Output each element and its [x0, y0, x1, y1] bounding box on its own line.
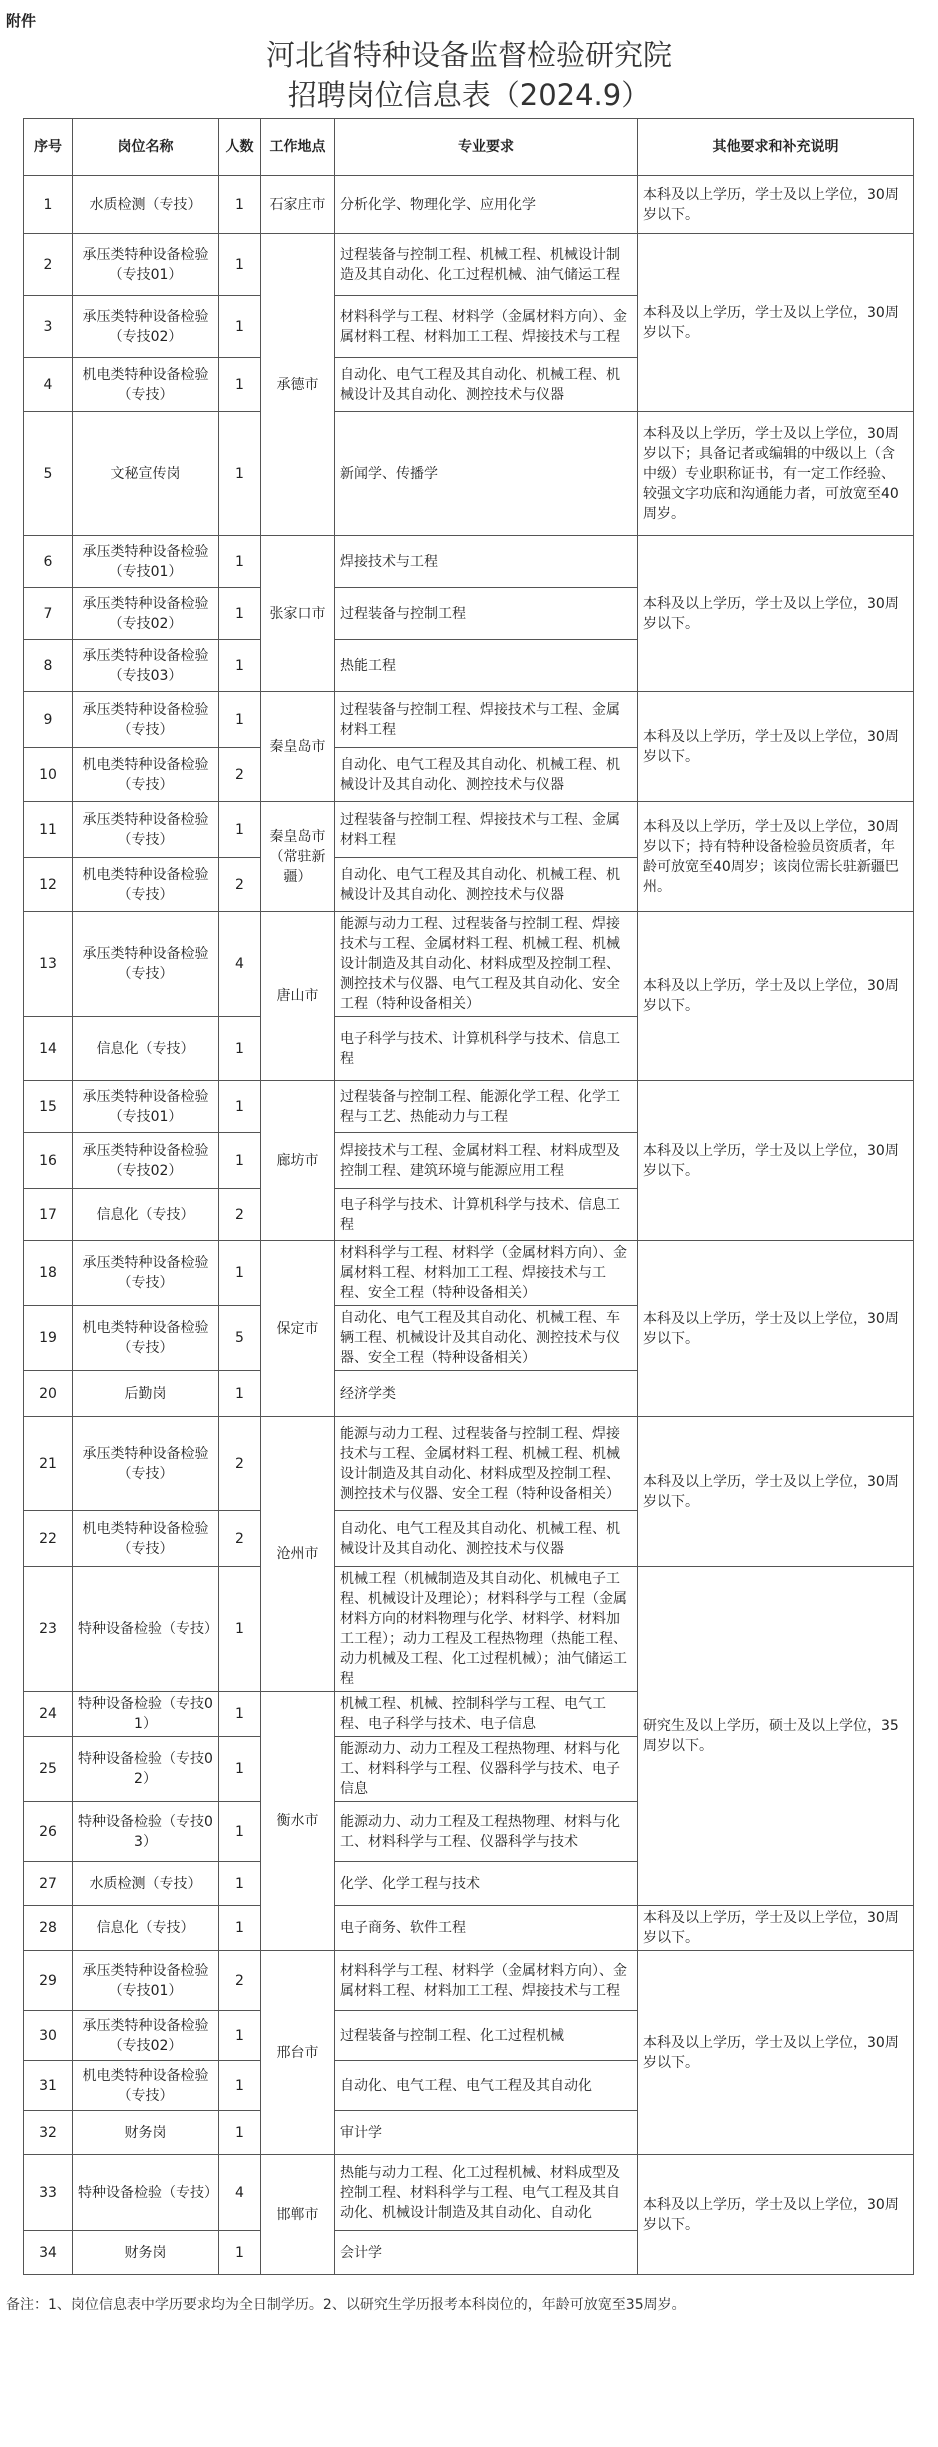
- cell-no: 34: [24, 2231, 73, 2275]
- cell-major: 分析化学、物理化学、应用化学: [335, 176, 638, 234]
- cell-major: 新闻学、传播学: [335, 412, 638, 536]
- cell-no: 26: [24, 1802, 73, 1862]
- cell-count: 2: [219, 1189, 261, 1241]
- cell-position-name: 财务岗: [73, 2231, 219, 2275]
- cell-remarks: 本科及以上学历，学士及以上学位，30周岁以下。: [638, 536, 914, 692]
- cell-major: 自动化、电气工程及其自动化、机械工程、机械设计及其自动化、测控技术与仪器: [335, 358, 638, 412]
- page-title: 河北省特种设备监督检验研究院: [265, 38, 672, 72]
- cell-no: 7: [24, 588, 73, 640]
- cell-count: 1: [219, 176, 261, 234]
- cell-position-name: 特种设备检验（专技01）: [73, 1692, 219, 1737]
- cell-position-name: 承压类特种设备检验（专技03）: [73, 640, 219, 692]
- cell-position-name: 承压类特种设备检验（专技）: [73, 1241, 219, 1306]
- cell-count: 5: [219, 1306, 261, 1371]
- attachment-label: 附件: [6, 12, 37, 30]
- cell-no: 8: [24, 640, 73, 692]
- cell-location: 廊坊市: [261, 1081, 335, 1241]
- cell-position-name: 信息化（专技）: [73, 1017, 219, 1081]
- cell-position-name: 机电类特种设备检验（专技）: [73, 858, 219, 912]
- cell-location: 石家庄市: [261, 176, 335, 234]
- cell-count: 1: [219, 1133, 261, 1189]
- cell-count: 2: [219, 1951, 261, 2011]
- cell-position-name: 承压类特种设备检验（专技）: [73, 692, 219, 748]
- cell-no: 27: [24, 1862, 73, 1906]
- table-row: [24, 536, 914, 588]
- cell-remarks: 本科及以上学历，学士及以上学位，30周岁以下。: [638, 692, 914, 802]
- cell-position-name: 承压类特种设备检验（专技）: [73, 802, 219, 858]
- table-row: [24, 1567, 914, 1692]
- table-body: [24, 176, 914, 2275]
- table-row: [24, 412, 914, 536]
- cell-remarks: 本科及以上学历，学士及以上学位，30周岁以下。: [638, 912, 914, 1081]
- cell-remarks: 本科及以上学历，学士及以上学位，30周岁以下；持有特种设备检验员资质者，年龄可放宽至40周岁；该岗位需长驻新疆巴州。: [638, 802, 914, 912]
- cell-count: 1: [219, 802, 261, 858]
- cell-no: 33: [24, 2155, 73, 2231]
- cell-major: 自动化、电气工程及其自动化、机械工程、机械设计及其自动化、测控技术与仪器: [335, 748, 638, 802]
- cell-position-name: 承压类特种设备检验（专技01）: [73, 1081, 219, 1133]
- cell-no: 28: [24, 1906, 73, 1951]
- header-no: 序号: [24, 119, 73, 176]
- table-row: [24, 2155, 914, 2231]
- cell-position-name: 信息化（专技）: [73, 1906, 219, 1951]
- cell-no: 14: [24, 1017, 73, 1081]
- cell-major: 经济学类: [335, 1371, 638, 1417]
- cell-no: 30: [24, 2011, 73, 2061]
- cell-location: 唐山市: [261, 912, 335, 1081]
- cell-position-name: 机电类特种设备检验（专技）: [73, 1511, 219, 1567]
- cell-major: 能源动力、动力工程及工程热物理、材料与化工、材料科学与工程、仪器科学与技术、电子信息: [335, 1737, 638, 1802]
- table-row: [24, 802, 914, 858]
- header-position: 岗位名称: [73, 119, 219, 176]
- cell-major: 电子商务、软件工程: [335, 1906, 638, 1951]
- cell-remarks: 本科及以上学历，学士及以上学位，30周岁以下。: [638, 1081, 914, 1241]
- cell-count: 2: [219, 748, 261, 802]
- cell-remarks: 本科及以上学历，学士及以上学位，30周岁以下。: [638, 234, 914, 412]
- cell-no: 13: [24, 912, 73, 1017]
- cell-count: 1: [219, 2231, 261, 2275]
- cell-location: 沧州市: [261, 1417, 335, 1692]
- cell-position-name: 信息化（专技）: [73, 1189, 219, 1241]
- cell-remarks: 本科及以上学历，学士及以上学位，30周岁以下。: [638, 176, 914, 234]
- cell-position-name: 机电类特种设备检验（专技）: [73, 748, 219, 802]
- header-major: 专业要求: [335, 119, 638, 176]
- header-count: 人数: [219, 119, 261, 176]
- cell-no: 15: [24, 1081, 73, 1133]
- cell-count: 1: [219, 2111, 261, 2155]
- cell-position-name: 文秘宣传岗: [73, 412, 219, 536]
- cell-count: 1: [219, 296, 261, 358]
- cell-major: 过程装备与控制工程、机械工程、机械设计制造及其自动化、化工过程机械、油气储运工程: [335, 234, 638, 296]
- cell-major: 材料科学与工程、材料学（金属材料方向）、金属材料工程、材料加工工程、焊接技术与工程: [335, 296, 638, 358]
- cell-position-name: 特种设备检验（专技）: [73, 1567, 219, 1692]
- table-row: [24, 234, 914, 296]
- cell-position-name: 特种设备检验（专技02）: [73, 1737, 219, 1802]
- cell-major: 能源与动力工程、过程装备与控制工程、焊接技术与工程、金属材料工程、机械工程、机械设计制造及其自动化、材料成型及控制工程、测控技术与仪器、安全工程（特种设备相关）: [335, 1417, 638, 1511]
- cell-position-name: 机电类特种设备检验（专技）: [73, 358, 219, 412]
- cell-remarks: 本科及以上学历，学士及以上学位，30周岁以下。: [638, 1951, 914, 2155]
- cell-no: 2: [24, 234, 73, 296]
- cell-count: 1: [219, 2061, 261, 2111]
- cell-count: 1: [219, 358, 261, 412]
- cell-count: 1: [219, 1241, 261, 1306]
- cell-position-name: 承压类特种设备检验（专技01）: [73, 1951, 219, 2011]
- cell-count: 1: [219, 234, 261, 296]
- cell-count: 2: [219, 858, 261, 912]
- cell-count: 1: [219, 2011, 261, 2061]
- table-row: [24, 1241, 914, 1306]
- cell-major: 焊接技术与工程: [335, 536, 638, 588]
- cell-no: 29: [24, 1951, 73, 2011]
- cell-no: 31: [24, 2061, 73, 2111]
- cell-no: 23: [24, 1567, 73, 1692]
- cell-major: 自动化、电气工程及其自动化、机械工程、机械设计及其自动化、测控技术与仪器: [335, 1511, 638, 1567]
- cell-no: 3: [24, 296, 73, 358]
- cell-no: 24: [24, 1692, 73, 1737]
- table-row: [24, 1081, 914, 1133]
- cell-major: 审计学: [335, 2111, 638, 2155]
- cell-count: 1: [219, 1081, 261, 1133]
- page-subtitle: 招聘岗位信息表（2024.9）: [287, 78, 651, 112]
- table-row: [24, 1417, 914, 1511]
- cell-position-name: 特种设备检验（专技03）: [73, 1802, 219, 1862]
- cell-no: 5: [24, 412, 73, 536]
- table-row: [24, 1951, 914, 2011]
- cell-count: 1: [219, 640, 261, 692]
- cell-no: 21: [24, 1417, 73, 1511]
- cell-position-name: 机电类特种设备检验（专技）: [73, 1306, 219, 1371]
- cell-location: 承德市: [261, 234, 335, 536]
- cell-position-name: 承压类特种设备检验（专技02）: [73, 296, 219, 358]
- cell-major: 自动化、电气工程及其自动化、机械工程、机械设计及其自动化、测控技术与仪器: [335, 858, 638, 912]
- cell-major: 焊接技术与工程、金属材料工程、材料成型及控制工程、建筑环境与能源应用工程: [335, 1133, 638, 1189]
- cell-major: 热能工程: [335, 640, 638, 692]
- cell-remarks: 本科及以上学历，学士及以上学位，30周岁以下。: [638, 1417, 914, 1567]
- cell-position-name: 机电类特种设备检验（专技）: [73, 2061, 219, 2111]
- cell-position-name: 承压类特种设备检验（专技02）: [73, 1133, 219, 1189]
- cell-count: 1: [219, 692, 261, 748]
- cell-position-name: 承压类特种设备检验（专技01）: [73, 234, 219, 296]
- cell-position-name: 财务岗: [73, 2111, 219, 2155]
- cell-remarks: 本科及以上学历，学士及以上学位，30周岁以下。: [638, 1241, 914, 1417]
- cell-remarks: 本科及以上学历，学士及以上学位，30周岁以下；具备记者或编辑的中级以上（含中级）专业职称证书，有一定工作经验、较强文字功底和沟通能力者，可放宽至40周岁。: [638, 412, 914, 536]
- cell-location: 秦皇岛市（常驻新疆）: [261, 802, 335, 912]
- cell-major: 能源动力、动力工程及工程热物理、材料与化工、材料科学与工程、仪器科学与技术: [335, 1802, 638, 1862]
- positions-table: [23, 118, 914, 2275]
- cell-position-name: 承压类特种设备检验（专技）: [73, 1417, 219, 1511]
- cell-no: 11: [24, 802, 73, 858]
- cell-count: 1: [219, 412, 261, 536]
- cell-count: 2: [219, 1417, 261, 1511]
- cell-count: 1: [219, 536, 261, 588]
- cell-count: 1: [219, 1737, 261, 1802]
- cell-position-name: 水质检测（专技）: [73, 1862, 219, 1906]
- cell-no: 22: [24, 1511, 73, 1567]
- cell-major: 过程装备与控制工程、化工过程机械: [335, 2011, 638, 2061]
- cell-no: 32: [24, 2111, 73, 2155]
- cell-no: 9: [24, 692, 73, 748]
- cell-remarks: 本科及以上学历，学士及以上学位，30周岁以下。: [638, 2155, 914, 2275]
- cell-no: 12: [24, 858, 73, 912]
- cell-position-name: 后勤岗: [73, 1371, 219, 1417]
- table-row: [24, 1906, 914, 1951]
- cell-position-name: 承压类特种设备检验（专技）: [73, 912, 219, 1017]
- header-location: 工作地点: [261, 119, 335, 176]
- cell-major: 自动化、电气工程、电气工程及其自动化: [335, 2061, 638, 2111]
- cell-major: 机械工程（机械制造及其自动化、机械电子工程、机械设计及理论）；材料科学与工程（金属材料方向的材料物理与化学、材料学、材料加工工程）；动力工程及工程热物理（热能工程、动力机械及工程、化工过程机械）；油气储运工程: [335, 1567, 638, 1692]
- cell-count: 1: [219, 1692, 261, 1737]
- cell-major: 过程装备与控制工程、能源化学工程、化学工程与工艺、热能动力与工程: [335, 1081, 638, 1133]
- cell-count: 4: [219, 912, 261, 1017]
- cell-major: 自动化、电气工程及其自动化、机械工程、车辆工程、机械设计及其自动化、测控技术与仪器、安全工程（特种设备相关）: [335, 1306, 638, 1371]
- cell-no: 16: [24, 1133, 73, 1189]
- cell-position-name: 承压类特种设备检验（专技01）: [73, 536, 219, 588]
- cell-no: 18: [24, 1241, 73, 1306]
- table-row: [24, 176, 914, 234]
- cell-no: 4: [24, 358, 73, 412]
- cell-count: 4: [219, 2155, 261, 2231]
- table-row: [24, 692, 914, 748]
- cell-major: 材料科学与工程、材料学（金属材料方向）、金属材料工程、材料加工工程、焊接技术与工程、安全工程（特种设备相关）: [335, 1241, 638, 1306]
- header-remarks: 其他要求和补充说明: [638, 119, 914, 176]
- cell-location: 邯郸市: [261, 2155, 335, 2275]
- cell-major: 能源与动力工程、过程装备与控制工程、焊接技术与工程、金属材料工程、机械工程、机械设计制造及其自动化、材料成型及控制工程、测控技术与仪器、电气工程及其自动化、安全工程（特种设备相关）: [335, 912, 638, 1017]
- cell-count: 1: [219, 1567, 261, 1692]
- cell-major: 过程装备与控制工程、焊接技术与工程、金属材料工程: [335, 692, 638, 748]
- table-header-row: [24, 119, 914, 176]
- cell-position-name: 水质检测（专技）: [73, 176, 219, 234]
- cell-major: 电子科学与技术、计算机科学与技术、信息工程: [335, 1189, 638, 1241]
- cell-remarks: 本科及以上学历，学士及以上学位，30周岁以下。: [638, 1906, 914, 1951]
- cell-no: 19: [24, 1306, 73, 1371]
- cell-location: 张家口市: [261, 536, 335, 692]
- cell-no: 6: [24, 536, 73, 588]
- cell-remarks: 研究生及以上学历，硕士及以上学位，35周岁以下。: [638, 1567, 914, 1906]
- cell-count: 1: [219, 1862, 261, 1906]
- cell-count: 1: [219, 1906, 261, 1951]
- cell-count: 1: [219, 1371, 261, 1417]
- cell-no: 25: [24, 1737, 73, 1802]
- cell-count: 1: [219, 588, 261, 640]
- cell-no: 17: [24, 1189, 73, 1241]
- cell-no: 1: [24, 176, 73, 234]
- footnote: 备注：1、岗位信息表中学历要求均为全日制学历。2、以研究生学历报考本科岗位的，年龄可放宽至35周岁。: [6, 2297, 686, 2313]
- cell-major: 机械工程、机械、控制科学与工程、电气工程、电子科学与技术、电子信息: [335, 1692, 638, 1737]
- cell-major: 会计学: [335, 2231, 638, 2275]
- cell-count: 2: [219, 1511, 261, 1567]
- cell-position-name: 特种设备检验（专技）: [73, 2155, 219, 2231]
- cell-major: 电子科学与技术、计算机科学与技术、信息工程: [335, 1017, 638, 1081]
- cell-location: 衡水市: [261, 1692, 335, 1951]
- cell-major: 过程装备与控制工程、焊接技术与工程、金属材料工程: [335, 802, 638, 858]
- cell-location: 邢台市: [261, 1951, 335, 2155]
- cell-count: 1: [219, 1802, 261, 1862]
- cell-major: 过程装备与控制工程: [335, 588, 638, 640]
- cell-no: 20: [24, 1371, 73, 1417]
- cell-position-name: 承压类特种设备检验（专技02）: [73, 2011, 219, 2061]
- cell-position-name: 承压类特种设备检验（专技02）: [73, 588, 219, 640]
- cell-major: 热能与动力工程、化工过程机械、材料成型及控制工程、材料科学与工程、电气工程及其自动化、机械设计制造及其自动化、自动化: [335, 2155, 638, 2231]
- cell-no: 10: [24, 748, 73, 802]
- cell-location: 秦皇岛市: [261, 692, 335, 802]
- cell-location: 保定市: [261, 1241, 335, 1417]
- cell-major: 化学、化学工程与技术: [335, 1862, 638, 1906]
- cell-count: 1: [219, 1017, 261, 1081]
- table-row: [24, 912, 914, 1017]
- cell-major: 材料科学与工程、材料学（金属材料方向）、金属材料工程、材料加工工程、焊接技术与工程: [335, 1951, 638, 2011]
